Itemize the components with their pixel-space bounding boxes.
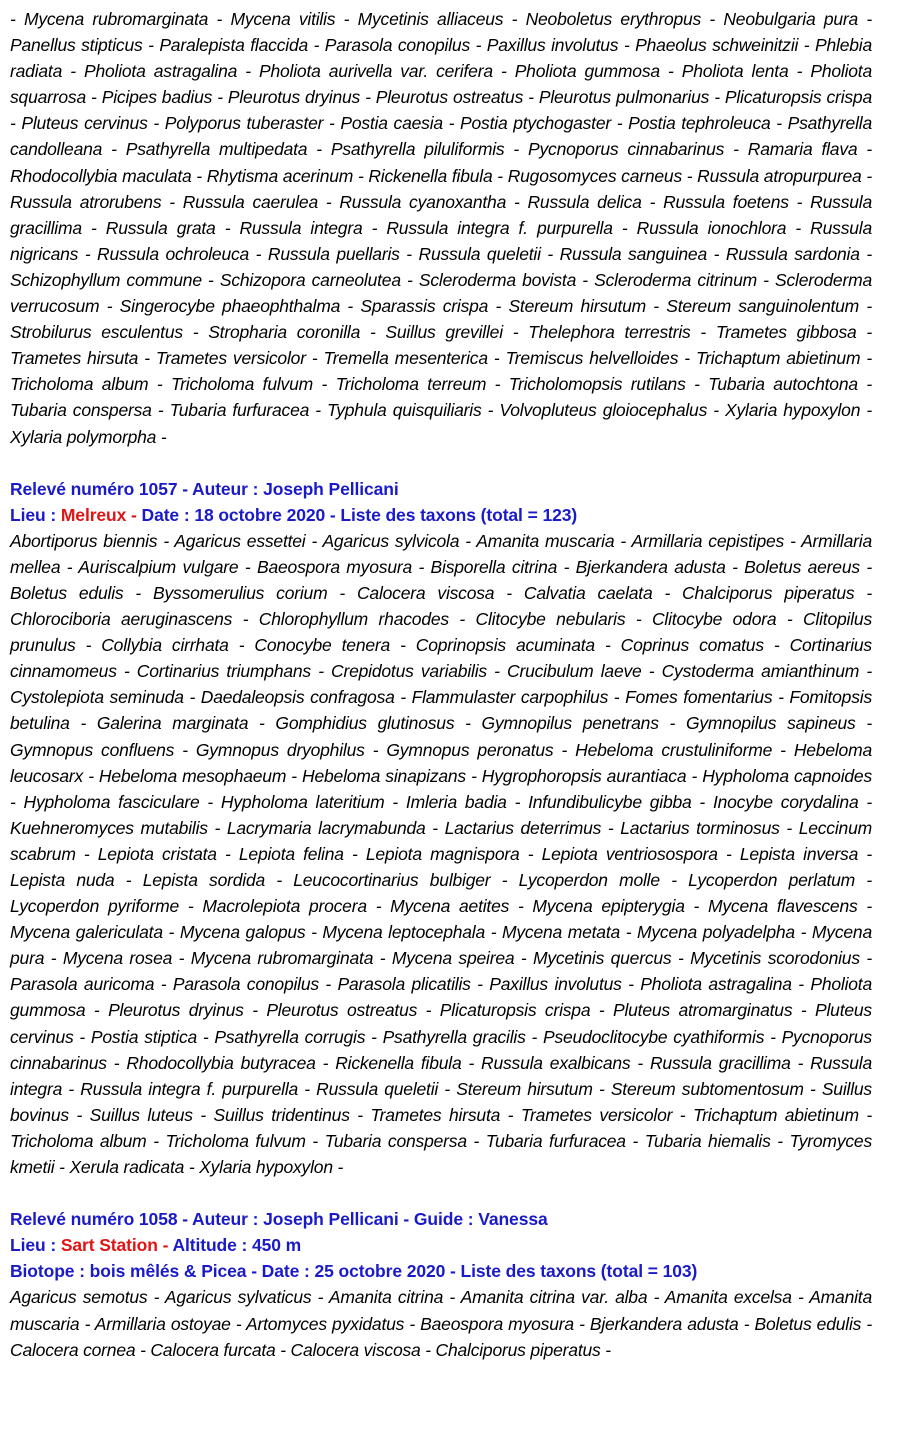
altitude: Altitude : 450 m [172,1235,302,1256]
releve-1057-header: Relevé numéro 1057 - Auteur : Joseph Pellicani [10,478,399,499]
lieu-name: Melreux - [60,504,142,525]
releve-1058-header: Relevé numéro 1058 - Auteur : Joseph Pellicani - Guide : Vanessa [10,1209,548,1230]
releve-1058-biotope-line: Biotope : bois mêlés & Picea - Date : 25 octobre 2020 - Liste des taxons (total = 103) [10,1261,698,1282]
releve-1058-taxa-list: Agaricus semotus - Agaricus sylvaticus - Amanita citrina - Amanita citrina var. alba - Amanita excelsa - Amanita muscaria - Armillaria ostoyae - Artomyces pyxidatus - Baeospora myosura - Bjerkandera adusta - Boletus edulis - Calocera cornea - Calocera furcata - Calocera viscosa - Chalciporus piperatus - [10,1287,872,1360]
section-spacer [10,1180,872,1206]
date-and-total: Date : 18 octobre 2020 - Liste des taxons (total = 123) [141,504,578,525]
taxa-list-previous-releve: - Mycena rubromarginata - Mycena vitilis - Mycetinis alliaceus - Neoboletus erythropus - Neobulgaria pura - Panellus stipticus - Paralepista flaccida - Parasola conopilus - Paxillus involutus - Phaeolus schweinitzii - Phlebia radiata - Pholiota astragalina - Pholiota aurivella var. cerifera - Pholiota gummosa - Pholiota lenta - Pholiota squarrosa - Picipes badius - Pleurotus dryinus - Pleurotus ostreatus - Pleurotus pulmonarius - Plicaturopsis crispa - Pluteus cervinus - Polyporus tuberaster - Postia caesia - Postia ptychogaster - Postia tephroleuca - Psathyrella candolleana - Psathyrella multipedata - Psathyrella piluliformis - Pycnoporus cinnabarinus - Ramaria flava - Rhodocollybia maculata - Rhytisma acerinum - Rickenella fibula - Rugosomyces carneus - Russula atropurpurea - Russula atrorubens - Russula caerulea - Russula cyanoxantha - Russula delica - Russula foetens - Russula gracillima - Russula grata - Russula integra - Russula integra f. purpurella - Russula ionochlora - Russula nigricans - Russula ochroleuca - Russula puellaris - Russula queletii - Russula sanguinea - Russula sardonia - Schizophyllum commune - Schizopora carneolutea - Scleroderma bovista - Scleroderma citrinum - Scleroderma verrucosum - Singerocybe phaeophthalma - Sparassis crispa - Stereum hirsutum - Stereum sanguinolentum - Strobilurus esculentus - Stropharia coronilla - Suillus grevillei - Thelephora terrestris - Trametes gibbosa - Trametes hirsuta - Trametes versicolor - Tremella mesenterica - Tremiscus helvelloides - Trichaptum abietinum - Tricholoma album - Tricholoma fulvum - Tricholoma terreum - Tricholomopsis rutilans - Tubaria autochtona - Tubaria conspersa - Tubaria furfuracea - Typhula quisquiliaris - Volvopluteus gloiocephalus - Xylaria hypoxylon - Xylaria polymorpha - [10,9,872,447]
lieu-name: Sart Station - [60,1235,173,1256]
lieu-label: Lieu : [10,504,61,525]
releve-1057-lieu-line [10,502,872,528]
releve-1058-lieu-line [10,1232,872,1258]
section-spacer [10,450,872,476]
lieu-label: Lieu : [10,1235,61,1256]
releve-1057-taxa-list: Abortiporus biennis - Agaricus essettei - Agaricus sylvicola - Amanita muscaria - Armillaria cepistipes - Armillaria mellea - Auriscalpium vulgare - Baeospora myosura - Bisporella citrina - Bjerkandera adusta - Boletus aereus - Boletus edulis - Byssomerulius corium - Calocera viscosa - Calvatia caelata - Chalciporus piperatus - Chlorociboria aeruginascens - Chlorophyllum rhacodes - Clitocybe nebularis - Clitocybe odora - Clitopilus prunulus - Collybia cirrhata - Conocybe tenera - Coprinopsis acuminata - Coprinus comatus - Cortinarius cinnamomeus - Cortinarius triumphans - Crepidotus variabilis - Crucibulum laeve - Cystoderma amianthinum - Cystolepiota seminuda - Daedaleopsis confragosa - Flammulaster carpophilus - Fomes fomentarius - Fomitopsis betulina - Galerina marginata - Gomphidius glutinosus - Gymnopilus penetrans - Gymnopilus sapineus - Gymnopus confluens - Gymnopus dryophilus - Gymnopus peronatus - Hebeloma crustuliniforme - Hebeloma leucosarx - Hebeloma mesophaeum - Hebeloma sinapizans - Hygrophoropsis aurantiaca - Hypholoma capnoides - Hypholoma fasciculare - Hypholoma lateritium - Imleria badia - Infundibulicybe gibba - Inocybe corydalina - Kuehneromyces mutabilis - Lacrymaria lacrymabunda - Lactarius deterrimus - Lactarius torminosus - Leccinum scabrum - Lepiota cristata - Lepiota felina - Lepiota magnispora - Lepiota ventriosospora - Lepista inversa - Lepista nuda - Lepista sordida - Leucocortinarius bulbiger - Lycoperdon molle - Lycoperdon perlatum - Lycoperdon pyriforme - Macrolepiota procera - Mycena aetites - Mycena epipterygia - Mycena flavescens - Mycena galericulata - Mycena galopus - Mycena leptocephala - Mycena metata - Mycena polyadelpha - Mycena pura - Mycena rosea - Mycena rubromarginata - Mycena speirea - Mycetinis quercus - Mycetinis scorodonius - Parasola auricoma - Parasola conopilus - Parasola plicatilis - Paxillus involutus - Pholiota astragalina - Pholiota gummosa - Pleurotus dryinus - Pleurotus ostreatus - Plicaturopsis crispa - Pluteus atromarginatus - Pluteus cervinus - Postia stiptica - Psathyrella corrugis - Psathyrella gracilis - Pseudoclitocybe cyathiformis - Pycnoporus cinnabarinus - Rhodocollybia butyracea - Rickenella fibula - Russula exalbicans - Russula gracillima - Russula integra - Russula integra f. purpurella - Russula queletii - Stereum hirsutum - Stereum subtomentosum - Suillus bovinus - Suillus luteus - Suillus tridentinus - Trametes hirsuta - Trametes versicolor - Trichaptum abietinum - Tricholoma album - Tricholoma fulvum - Tubaria conspersa - Tubaria furfuracea - Tubaria hiemalis - Tyromyces kmetii - Xerula radicata - Xylaria hypoxylon - [10,530,872,1178]
